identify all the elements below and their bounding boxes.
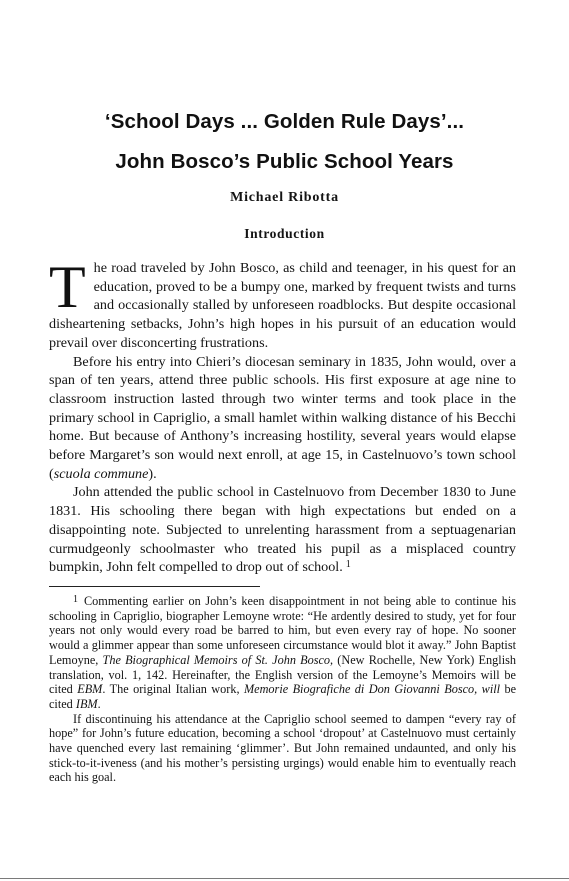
footnote-italic-title: The Biographical Memoirs of St. John Bosco, bbox=[102, 652, 334, 667]
footnote-reference[interactable]: 1 bbox=[345, 559, 351, 571]
footnote-italic-ebm: EBM bbox=[77, 682, 103, 697]
title-line-1: ‘School Days ... Golden Rule Days’... bbox=[104, 110, 465, 133]
footnote-divider bbox=[49, 586, 260, 587]
footnote-text-c: . The original Italian work, bbox=[102, 682, 244, 697]
footnote-text-b: (New Rochelle, New York) English translation, vol. 1, 142. Hereinafter, the English version of the Lemoyne’s Memoirs will be cited bbox=[49, 652, 516, 697]
footnote-text-d: be cited bbox=[49, 682, 516, 711]
footnote-text-a: Commenting earlier on John’s keen disappointment in not being able to continue his schooling in Capriglio, biographer Lemoyne wrote: “He ardently desired to study, yet for four years not only would every road be barred to him, but even every ray of hope. No sooner would a glimmer appear than some unforeseen circumstance would blot it away.” John Baptist Lemoyne, bbox=[49, 594, 516, 667]
paragraph-1-text: he road traveled by John Bosco, as child and teenager, in his quest for an education, proved to be a bumpy one, marked by frequent twists and turns and occasionally stalled by unforeseen roadblocks. But despite occasional disheartening setbacks, John’s high hopes in his pursuit of an education would prevail over disconcerting frustrations. bbox=[49, 260, 516, 351]
body-paragraph-1 bbox=[49, 254, 516, 353]
title-line-2: John Bosco’s Public School Years bbox=[115, 150, 454, 173]
body-text bbox=[49, 254, 516, 577]
paragraph-2-end: ). bbox=[148, 465, 157, 482]
page-bottom-edge bbox=[0, 878, 569, 879]
footnote-number: 1 bbox=[73, 594, 78, 605]
paragraph-2-italic: scuola commune bbox=[53, 465, 149, 482]
drop-cap: T bbox=[49, 254, 86, 320]
footnote-text-e: . bbox=[97, 696, 101, 711]
body-paragraph-3 bbox=[49, 483, 516, 577]
footnote-continuation: If discontinuing his attendance at the Capriglio school seemed to dampen “every ray of hope” for John’s future education, becoming a school ‘dropout’ at Castelnuovo must certainly have quenched every last remaining ‘glimmer’. But John remained undaunted, and only his stick-to-it-iveness (and his mother’s persisting urgings) would enable him to eventually reach each his goal. bbox=[49, 711, 516, 785]
section-heading: Introduction bbox=[244, 226, 325, 241]
footnotes bbox=[49, 594, 516, 785]
footnote-1 bbox=[49, 594, 516, 712]
footnote-italic-ibm: IBM bbox=[75, 696, 98, 711]
footnote-italic-italian-title: Memorie Biografiche di Don Giovanni Bosco, will bbox=[243, 682, 501, 697]
paragraph-3-text: John attended the public school in Castelnuovo from December 1830 to June 1831. His schooling there began with high expectations but ended on a disappointing note. Subjected to unrelenting harassment from a septuagenarian curmudgeonly schoolmaster who treated his pupil as a misplaced country bumpkin, John felt compelled to drop out of school. bbox=[49, 484, 516, 576]
paragraph-2-text: Before his entry into Chieri’s diocesan seminary in 1835, John would, over a span of ten years, attend three public schools. His first exposure at age nine to classroom instruction lasted through two winter terms and took place in the primary school in Capriglio, a small hamlet within walking distance of his Becchi home. But because of Anthony’s increasing hostility, several years would elapse before Margaret’s son would next enroll, at age 15, in Castelnuovo’s town school ( bbox=[49, 353, 516, 482]
author-name: Michael Ribotta bbox=[230, 190, 339, 205]
body-paragraph-2 bbox=[49, 353, 516, 484]
